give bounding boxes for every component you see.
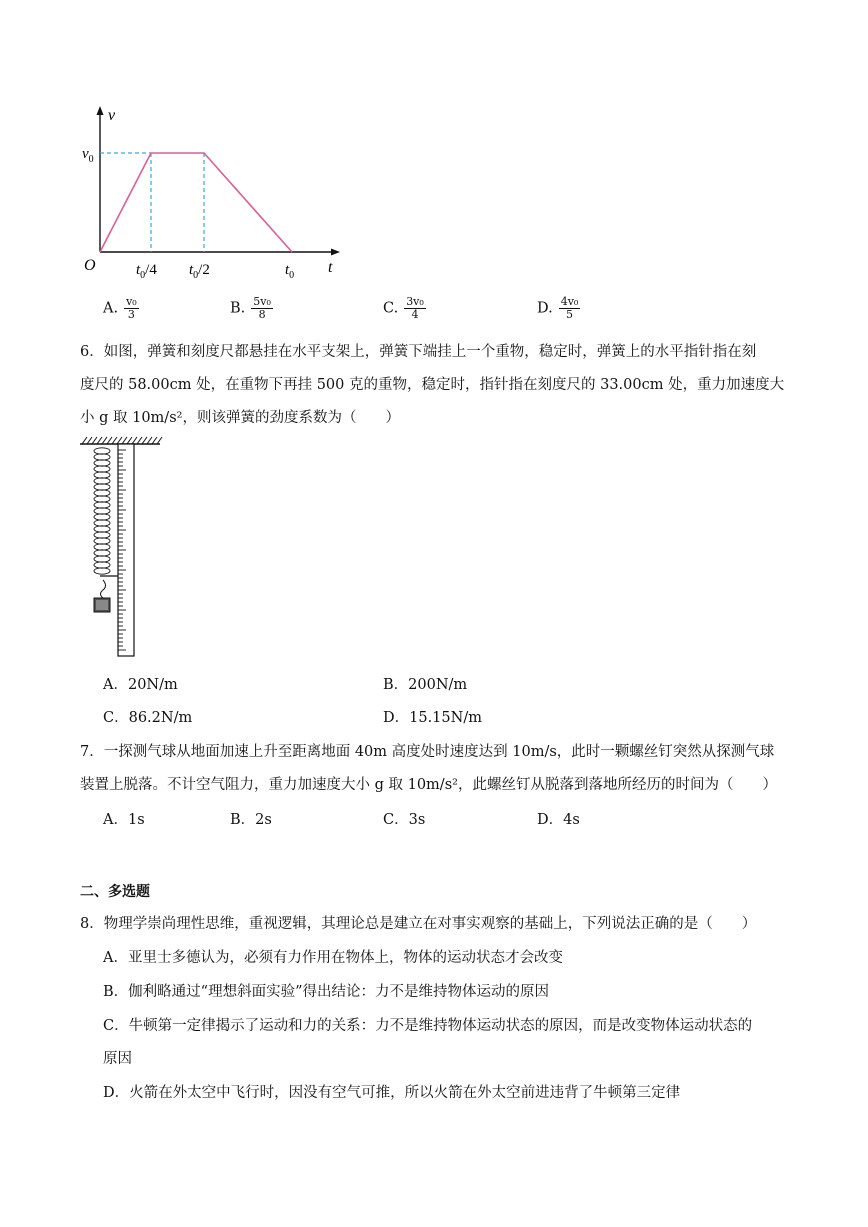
hatch-mark: [132, 437, 137, 444]
v0-label: $v_0$: [82, 146, 94, 165]
q8-option-d[interactable]: D．火箭在外太空中飞行时，因没有空气可推，所以火箭在外太空前进违背了牛顿第三定律: [103, 1085, 681, 1101]
q6-option-d[interactable]: D．15.15N/m: [383, 710, 482, 726]
velocity-curve: [100, 153, 292, 252]
hatch-mark: [157, 437, 162, 444]
hatch-mark: [117, 437, 122, 444]
velocity-time-graph: [78, 100, 348, 285]
option-letter: A.: [103, 300, 119, 317]
support-hatch: [82, 437, 162, 444]
q5-option-c[interactable]: [383, 296, 426, 321]
v-axis-arrow: [97, 106, 104, 115]
q5-option-a[interactable]: [103, 296, 139, 321]
spring: [94, 448, 110, 574]
q7-option-c[interactable]: C．3s: [383, 812, 426, 828]
option-letter: B.: [230, 300, 246, 317]
spring-coil: [94, 472, 110, 478]
q8-stem: 8．物理学崇尚理性思维，重视逻辑，其理论总是建立在对事实观察的基础上，下列说法正确的是（ ）: [80, 916, 757, 932]
spring-coil: [94, 520, 110, 526]
spring-coil: [94, 478, 110, 484]
hatch-mark: [97, 437, 102, 444]
tick-t0-half: $t_0/2$: [189, 262, 210, 281]
q7-option-a[interactable]: A．1s: [103, 812, 145, 828]
spring-coil: [94, 466, 110, 472]
tick-t0-quarter: $t_0/4$: [136, 262, 157, 281]
spring-coil: [94, 550, 110, 556]
q6-stem-line3: 小 g 取 10m/s²，则该弹簧的劲度系数为（ ）: [80, 410, 400, 426]
option-letter: D.: [537, 300, 553, 317]
spring-coil: [94, 454, 110, 460]
spring-coil: [94, 538, 110, 544]
spring-coil: [94, 508, 110, 514]
q7-stem-line1: 7．一探测气球从地面加速上升至距离地面 40m 高度处时速度达到 10m/s，此时一颗螺丝钉突然从探测气球: [80, 744, 775, 760]
q7-option-d[interactable]: D．4s: [537, 812, 580, 828]
spring-coil: [94, 562, 110, 568]
hatch-mark: [112, 437, 117, 444]
hatch-mark: [127, 437, 132, 444]
q5-option-b[interactable]: [230, 296, 273, 321]
origin-label: O: [84, 257, 96, 274]
q6-option-a[interactable]: A．20N/m: [103, 677, 178, 693]
q7-stem-line2: 装置上脱落。不计空气阻力，重力加速度大小 g 取 10m/s²，此螺丝钉从脱落到落地所经历的时间为（ ）: [80, 777, 777, 793]
q8-option-c[interactable]: C．牛顿第一定律揭示了运动和力的关系：力不是维持物体运动状态的原因，而是改变物体运动状态的: [103, 1018, 753, 1034]
spring-coil: [94, 490, 110, 496]
hatch-mark: [152, 437, 157, 444]
spring-coil: [94, 568, 110, 574]
fraction: $\frac{\text{v₀}}{3}$: [126, 295, 137, 321]
hatch-mark: [102, 437, 107, 444]
q8-option-b[interactable]: B．伽利略通过“理想斜面实验”得出结论：力不是维持物体运动的原因: [103, 984, 549, 1000]
spring-coil: [94, 544, 110, 550]
q6-stem-line2: 度尺的 58.00cm 处，在重物下再挂 500 克的重物，稳定时，指针指在刻度尺的 33.00cm 处，重力加速度大: [80, 377, 785, 393]
spring-coil: [94, 514, 110, 520]
hatch-mark: [142, 437, 147, 444]
hatch-mark: [82, 437, 87, 444]
spring-coil: [94, 556, 110, 562]
t-axis-label: t: [328, 259, 333, 276]
fraction: $\frac{\text{4v₀}}{5}$: [560, 295, 579, 321]
spring-coil: [94, 448, 110, 454]
hatch-mark: [107, 437, 112, 444]
spring-coil: [94, 460, 110, 466]
q6-option-b[interactable]: B．200N/m: [383, 677, 468, 693]
q8-option-c-cont: 原因: [103, 1051, 132, 1067]
q8-option-a[interactable]: A．亚里士多德认为，必须有力作用在物体上，物体的运动状态才会改变: [103, 950, 563, 966]
q7-option-b[interactable]: B．2s: [230, 812, 272, 828]
spring-coil: [94, 484, 110, 490]
tick-t0: $t_0$: [285, 262, 295, 281]
spring-coil: [94, 502, 110, 508]
hatch-mark: [92, 437, 97, 444]
hatch-mark: [122, 437, 127, 444]
hatch-mark: [147, 437, 152, 444]
hook: [101, 580, 106, 598]
fraction: $\frac{\text{5v₀}}{8}$: [253, 295, 271, 321]
v-axis-label: v: [108, 107, 116, 124]
t-axis-arrow: [331, 249, 340, 256]
q6-option-c[interactable]: C．86.2N/m: [103, 710, 193, 726]
weight-shade: [96, 600, 108, 610]
spring-coil: [94, 532, 110, 538]
spring-ruler-figure: [78, 434, 168, 660]
hatch-mark: [137, 437, 142, 444]
q6-stem-line1: 6．如图，弹簧和刻度尺都悬挂在水平支架上，弹簧下端挂上一个重物，稳定时，弹簧上的水平指针指在刻: [80, 344, 757, 360]
fraction: $\frac{\text{3v₀}}{4}$: [406, 295, 424, 321]
section-heading: 二、多选题: [80, 884, 150, 900]
option-letter: C.: [383, 300, 399, 317]
spring-coil: [94, 526, 110, 532]
hatch-mark: [87, 437, 92, 444]
spring-coil: [94, 496, 110, 502]
q5-option-d[interactable]: [537, 296, 580, 321]
